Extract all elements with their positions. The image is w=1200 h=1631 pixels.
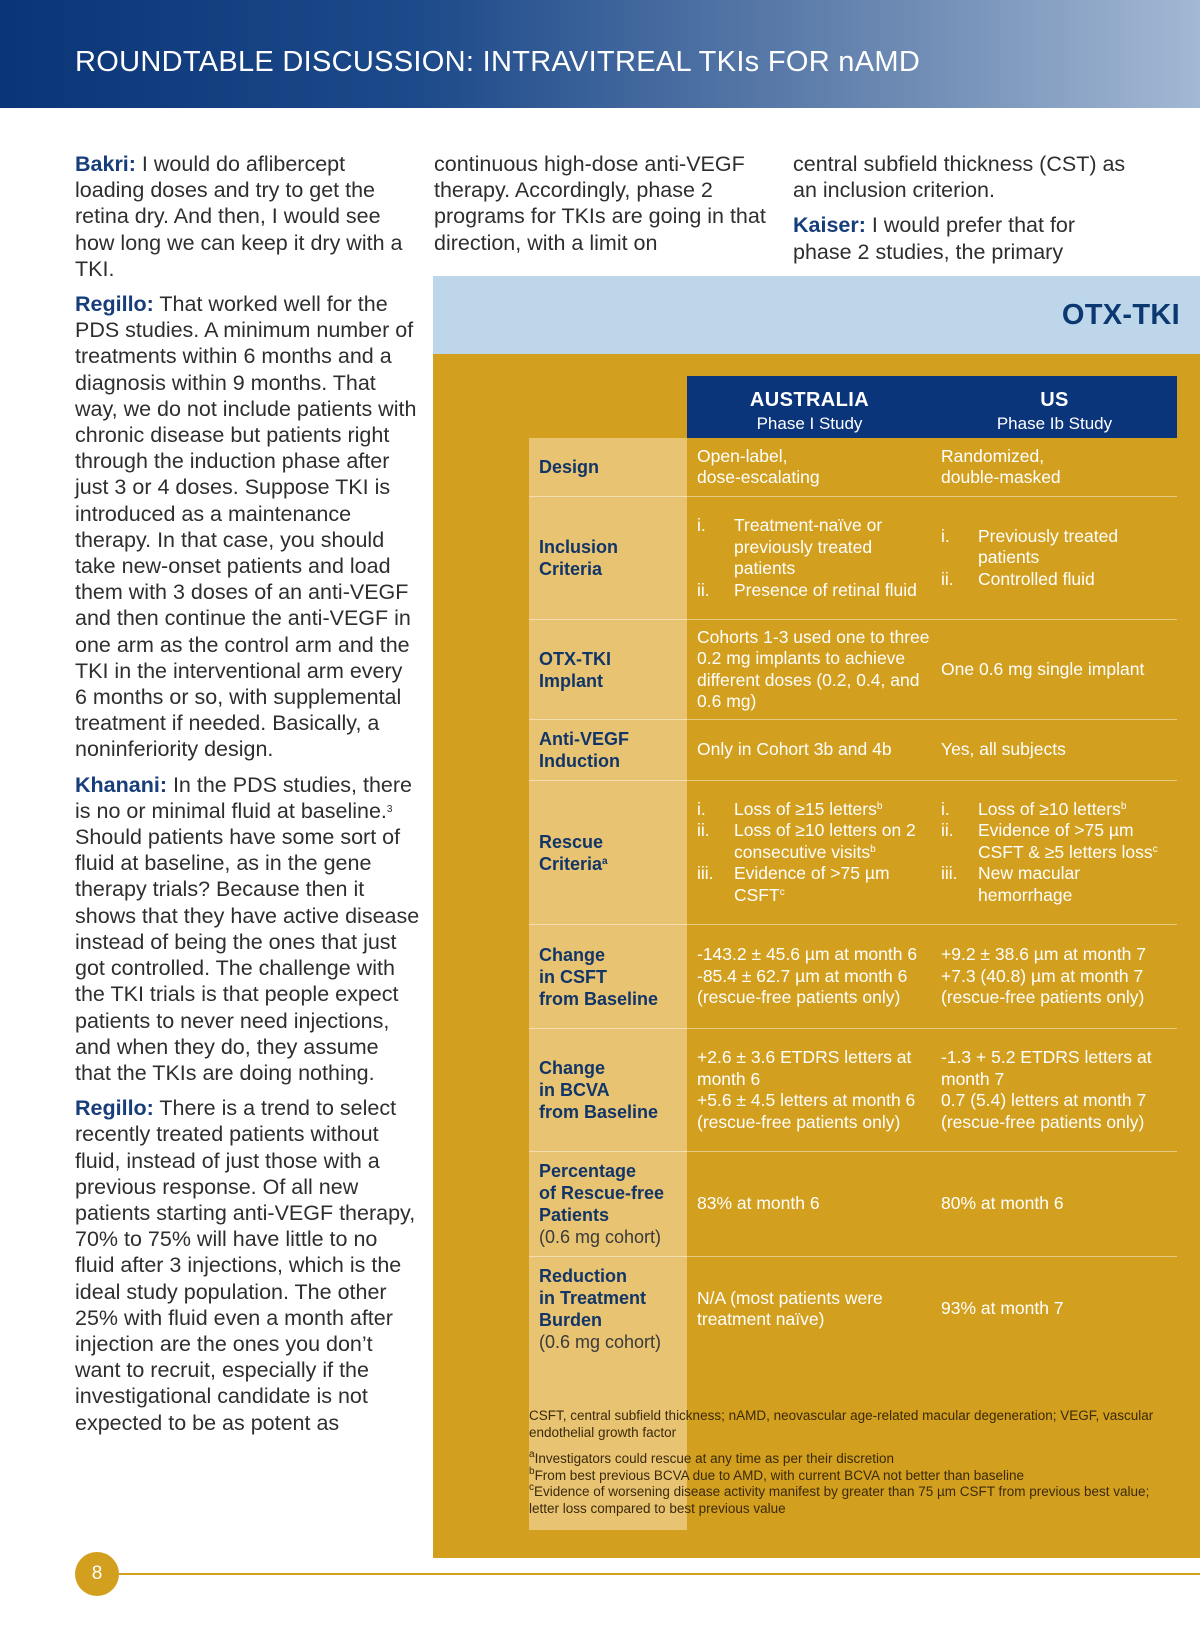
text-column-3	[793, 151, 1138, 274]
list-number: i.	[941, 525, 950, 546]
table-row-change-bcva	[529, 1029, 1177, 1152]
paragraph	[434, 151, 769, 256]
footnote-mark: a	[602, 855, 608, 867]
header-australia	[687, 376, 932, 438]
list-item	[697, 580, 931, 602]
list-item	[697, 863, 931, 906]
otx-tki-panel	[433, 276, 1200, 1558]
list-text: Treatment-naïve or previously treated patients	[734, 515, 883, 578]
paragraph-text: Should patients have some sort of fluid at baseline, as in the gene therapy trials? Because then it shows that they have active disease instead of being the ones that just got controlled. The challenge with the TKI trials is that people expect patients to never need injections, and when they do, they assume that the TKIs are doing nothing.	[75, 825, 420, 1085]
cell-us	[941, 781, 1173, 924]
paragraph	[793, 151, 1138, 203]
cell-us	[941, 1257, 1173, 1361]
row-label-subtext: (0.6 mg cohort)	[539, 1332, 662, 1352]
row-label-text: Rescue	[539, 831, 604, 852]
speaker-name: Khanani:	[75, 772, 167, 797]
text-column-2	[434, 151, 769, 265]
list-text: Presence of retinal fluid	[734, 579, 917, 600]
table-row-inclusion-criteria	[529, 497, 1177, 620]
paragraph	[75, 151, 420, 282]
cell-text: +7.3 (40.8) µm at month 7 (rescue-free patients only)	[941, 965, 1145, 1008]
speaker-name: Kaiser:	[793, 213, 866, 238]
footnote-mark: b	[529, 1465, 535, 1477]
cell-text: Yes, all subjects	[941, 739, 1066, 760]
panel-title-band	[433, 276, 1200, 354]
header-main-label: US	[1040, 389, 1069, 411]
paragraph-text: I would prefer that for phase 2 studies, the primary	[793, 213, 1076, 264]
criteria-list	[941, 526, 1173, 591]
cell-australia	[697, 781, 931, 924]
cell-text: Open-label,	[697, 445, 788, 466]
table-header	[687, 376, 1177, 438]
cell-australia	[697, 925, 931, 1028]
table-footnotes	[529, 1408, 1169, 1517]
text-column-1	[75, 151, 420, 1445]
cell-australia	[697, 1257, 931, 1361]
row-label-text: Criteria	[539, 853, 603, 874]
row-label-text: Inclusion	[539, 537, 619, 557]
footnote-text: Investigators could rescue at any time as per their discretion	[534, 1451, 894, 1466]
footnote-a	[529, 1451, 1169, 1468]
cell-text: dose-escalating	[697, 467, 820, 487]
speaker-name: Regillo:	[75, 1096, 154, 1121]
criteria-list	[697, 799, 931, 907]
cell-text: +5.6 ± 4.5 letters at month 6 (rescue-free patients only)	[697, 1090, 916, 1132]
cell-text: 93% at month 7	[941, 1298, 1064, 1319]
footnote-mark: c	[1152, 843, 1158, 855]
list-text: Evidence of >75 µm CSFT	[734, 863, 890, 905]
row-label-text: Criteria	[539, 559, 603, 579]
page-number: 8	[75, 1552, 119, 1596]
cell-australia	[697, 497, 931, 619]
cell-us	[941, 720, 1173, 780]
page-header	[0, 0, 1200, 108]
list-item	[697, 799, 931, 821]
paragraph-text: That worked well for the PDS studies. A minimum number of treatments within 6 months and a diagnosis within 9 months. That way, we do not include patients with chronic disease but patients right through the induction phase after just 3 or 4 doses. Suppose TKI is introduced as a maintenance therapy. In that case, you should take new-onset patients and load them with 3 doses of an anti-VEGF and then continue the anti-VEGF in one arm as the control arm and the TKI in the interventional arm every 6 months or so, with supplemental treatment if needed. Basically, a noninferiority design.	[75, 292, 417, 762]
paragraph-text: central subfield thickness (CST) as an inclusion criterion.	[793, 152, 1126, 203]
paragraph	[75, 291, 420, 763]
row-label-text: Induction	[539, 751, 620, 771]
row-label-subtext: (0.6 mg cohort)	[539, 1227, 662, 1247]
table-row-design	[529, 438, 1177, 497]
cell-text: 83% at month 6	[697, 1193, 820, 1214]
row-label	[529, 1029, 687, 1151]
abbreviations-note: CSFT, central subfield thickness; nAMD, neovascular age-related macular degeneration; VEGF, vascular endothelial growth factor	[529, 1408, 1154, 1440]
row-label-text: Reduction	[539, 1266, 627, 1286]
table-row-implant	[529, 620, 1177, 720]
cell-us	[941, 925, 1173, 1028]
list-number: i.	[697, 798, 706, 819]
paragraph-text: In the PDS studies, there is no or minimal fluid at baseline.	[75, 772, 412, 823]
list-text: Loss of ≥10 letters on 2 consecutive visits	[734, 820, 916, 862]
row-label	[529, 925, 687, 1028]
footnote-mark: b	[876, 800, 883, 812]
row-label-text: Design	[539, 457, 600, 477]
list-number: ii.	[697, 820, 710, 841]
cell-text: One 0.6 mg single implant	[941, 658, 1145, 679]
row-label	[529, 438, 687, 496]
row-label-text: Change	[539, 1058, 606, 1078]
row-label-text: from Baseline	[539, 1102, 659, 1122]
cell-us	[941, 438, 1173, 496]
list-item	[941, 526, 1173, 569]
row-label	[529, 720, 687, 780]
cell-text: 80% at month 6	[941, 1193, 1064, 1214]
list-item	[941, 863, 1173, 906]
paragraph-text: I would do aflibercept loading doses and try to get the retina dry. And then, I would see how long we can keep it dry with a TKI.	[75, 152, 403, 281]
row-label	[529, 620, 687, 719]
cell-us	[941, 1029, 1173, 1151]
reference-mark: 3	[386, 803, 393, 815]
paragraph-text: continuous high-dose anti-VEGF therapy. Accordingly, phase 2 programs for TKIs are going in that direction, with a limit on	[434, 152, 766, 255]
paragraph	[75, 1095, 420, 1436]
list-item	[697, 820, 931, 863]
footnote-mark: a	[529, 1449, 535, 1460]
cell-text: 0.7 (5.4) letters at month 7 (rescue-free patients only)	[941, 1090, 1147, 1132]
list-number: iii.	[941, 863, 958, 884]
footnote-mark: b	[870, 843, 876, 855]
cell-text: Only in Cohort 3b and 4b	[697, 739, 892, 760]
row-label-text: Burden	[539, 1310, 602, 1330]
cell-text: Cohorts 1-3 used one to three 0.2 mg implants to achieve different doses (0.2, 0.4, and 0.6 mg)	[697, 626, 930, 711]
cell-us	[941, 620, 1173, 719]
row-label-text: in BCVA	[539, 1080, 610, 1100]
cell-text: Randomized,	[941, 445, 1045, 466]
list-number: i.	[941, 798, 950, 819]
cell-us	[941, 1152, 1173, 1256]
row-label-text: from Baseline	[539, 988, 659, 1009]
footnote-text: Evidence of worsening disease activity manifest by greater than 75 µm CSFT from previous best value; letter loss compared to best previous value	[529, 1484, 1150, 1516]
list-text: Loss of ≥10 letters	[978, 798, 1121, 819]
cell-us	[941, 497, 1173, 619]
list-item	[941, 569, 1173, 591]
speaker-name: Regillo:	[75, 292, 154, 317]
list-number: ii.	[941, 820, 954, 841]
table-row-change-csft	[529, 925, 1177, 1029]
list-item	[697, 515, 931, 580]
cell-australia	[697, 620, 931, 719]
row-label-text: Patients	[539, 1205, 610, 1225]
list-text: New macular hemorrhage	[978, 863, 1081, 905]
footnote-text: From best previous BCVA due to AMD, with current BCVA not better than baseline	[534, 1467, 1025, 1483]
list-text: Previously treated patients	[978, 525, 1119, 568]
cell-australia	[697, 1029, 931, 1151]
cell-text: -1.3 + 5.2 ETDRS letters at month 7	[941, 1047, 1152, 1089]
cell-text: +2.6 ± 3.6 ETDRS letters at month 6	[697, 1047, 912, 1089]
row-label-text: in Treatment	[539, 1288, 647, 1308]
list-text: Loss of ≥15 letters	[734, 798, 877, 819]
paragraph	[75, 772, 420, 1086]
row-label-text: Change	[539, 944, 606, 965]
list-number: i.	[697, 515, 706, 535]
table-row-rescue-free-percentage	[529, 1152, 1177, 1257]
list-item	[941, 820, 1173, 863]
footnote-mark: b	[1120, 800, 1127, 812]
table-row-rescue-criteria	[529, 781, 1177, 925]
speaker-name: Bakri:	[75, 152, 136, 176]
header-title: ROUNDTABLE DISCUSSION: INTRAVITREAL TKIs FOR nAMD	[75, 46, 921, 78]
row-label-text: of Rescue-free	[539, 1183, 665, 1203]
paragraph	[793, 212, 1138, 264]
row-label-text: Anti-VEGF	[539, 729, 629, 749]
cell-text: N/A (most patients were treatment naïve)	[697, 1287, 883, 1329]
row-label	[529, 1257, 687, 1361]
criteria-list	[941, 799, 1173, 907]
cell-text: double-masked	[941, 467, 1061, 487]
list-text: Evidence of >75 µm CSFT & ≥5 letters loss	[978, 820, 1153, 862]
row-label	[529, 1152, 687, 1256]
list-number: iii.	[697, 863, 714, 884]
row-label	[529, 497, 687, 619]
list-text: Controlled fluid	[978, 568, 1095, 589]
row-label-text: in CSFT	[539, 966, 607, 987]
list-item	[941, 799, 1173, 821]
panel-title: OTX-TKI	[1061, 299, 1180, 331]
row-label-text: Implant	[539, 670, 604, 691]
list-number: ii.	[697, 579, 710, 600]
header-sub-label: Phase I Study	[756, 414, 863, 433]
table-row-treatment-burden	[529, 1257, 1177, 1361]
header-us	[932, 376, 1177, 438]
row-label-text: OTX-TKI	[539, 648, 611, 669]
cell-australia	[697, 1152, 931, 1256]
list-number: ii.	[941, 568, 954, 589]
footnote-b	[529, 1465, 1169, 1485]
footnote-c	[529, 1484, 1169, 1517]
paragraph-text: There is a trend to select recently treated patients without fluid, instead of just those with a previous response. Of all new patients starting anti-VEGF therapy, 70% to 75% will have little to no fluid after 3 injections, which is the ideal study population. The other 25% with fluid even a month after injection are the ones you don’t want to recruit, especially if the investigational candidate is not expected to be as potent as	[75, 1096, 416, 1435]
cell-text: -85.4 ± 62.7 µm at month 6 (rescue-free patients only)	[697, 965, 908, 1008]
cell-australia	[697, 438, 931, 496]
criteria-list	[697, 515, 931, 601]
cell-text: +9.2 ± 38.6 µm at month 7	[941, 944, 1147, 965]
header-main-label: AUSTRALIA	[749, 389, 870, 411]
row-label	[529, 781, 687, 924]
footer-rule	[119, 1573, 1200, 1575]
footnote-mark: c	[529, 1482, 534, 1493]
table-row-induction	[529, 720, 1177, 781]
footnote-mark: c	[779, 886, 785, 898]
cell-australia	[697, 720, 931, 780]
row-label-text: Percentage	[539, 1161, 637, 1181]
cell-text: -143.2 ± 45.6 µm at month 6	[697, 944, 918, 965]
header-sub-label: Phase Ib Study	[996, 414, 1113, 433]
